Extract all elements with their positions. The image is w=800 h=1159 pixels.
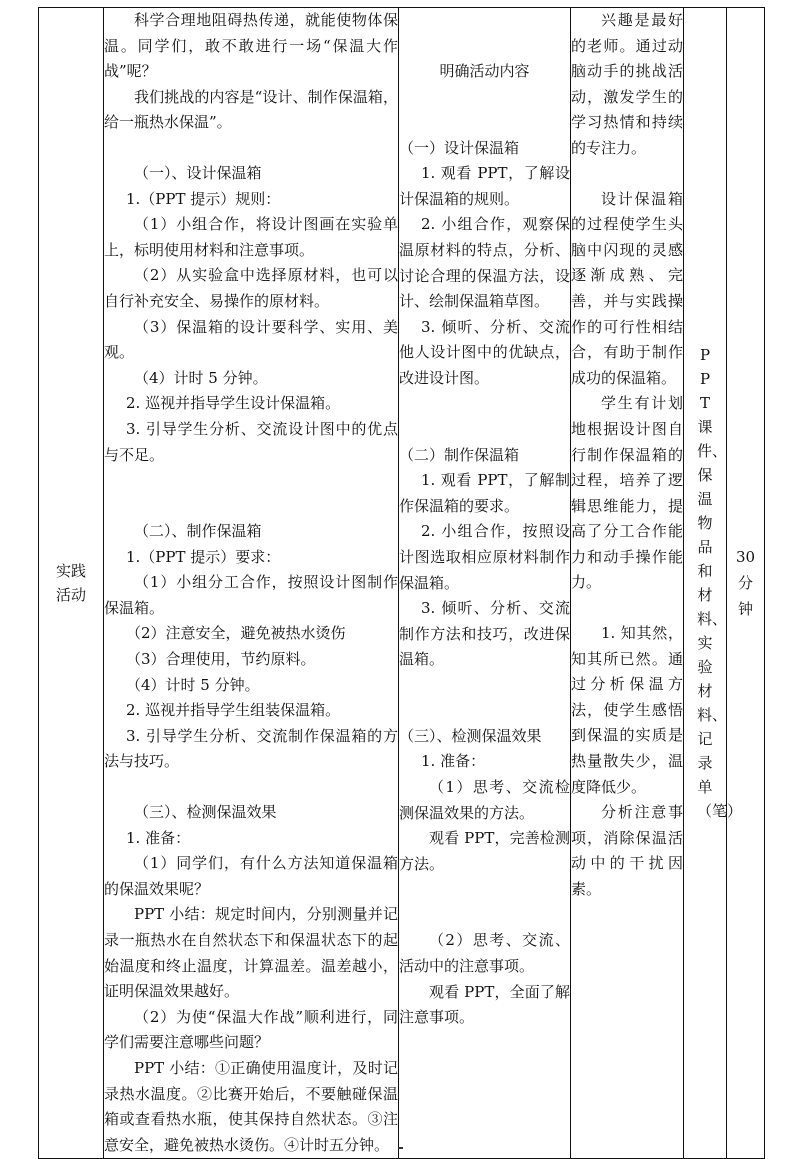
teacher-part2-item: （3）合理使用，节约原料。 [126,650,316,669]
teacher-part1-item: 1.（PPT 提示）规则： [126,189,281,208]
lesson-plan-table [38,7,765,1159]
teacher-part2-item: 2. 巡视并指导学生组装保温箱。 [126,701,341,720]
student-part1-item: 1. 观看 PPT，了解设计保温箱的规则。 [399,164,570,208]
teacher-part2-item: （1）小组分工合作，按照设计图制作保温箱。 [104,573,398,617]
student-part1-item: 3. 倾听、分析、交流他人设计图中的优缺点，改进设计图。 [399,317,570,387]
resources-text: PPT课件、保温物品和材料、实验材料、记录单（笔） [697,346,743,821]
resources-cell [684,8,743,1159]
teacher-part3-item: PPT 小结：①正确使用温度计，及时记录热水温度。②比赛开始后，不要触碰保温箱或查看热水瓶，使其保持自然状态。③注意安全，避免被热水烫伤。④计时五分钟。 [104,1058,398,1154]
design-note: 分析注意事项，消除保温活动中的干扰因素。 [571,803,683,898]
teacher-part1-item: （1）小组合作，将设计图画在实验单上，标明使用材料和注意事项。 [104,215,398,259]
teacher-part2-item: 1.（PPT 提示）要求： [126,547,281,566]
teacher-part3-item: PPT 小结：规定时间内，分别测量并记录一瓶热水在自然状态下和保温状态下的起始温度和终止温度，计算温差。温差越小，证明保温效果越好。 [104,905,398,1001]
section-label: 实践活动 [55,561,86,604]
student-part1-heading: （一）设计保温箱 [399,138,520,157]
student-part2-item: 1. 观看 PPT，了解制作保温箱的要求。 [399,471,570,515]
teacher-intro-2: 我们挑战的内容是“设计、制作保温箱，给一瓶热水保温”。 [104,87,398,132]
student-intro: 明确活动内容 [439,62,530,80]
teacher-part2-item: （4）计时 5 分钟。 [126,675,260,694]
design-intent-cell [571,8,684,1159]
design-note: 设计保温箱的过程使学生头脑中闪现的灵感逐渐成熟、完善，并与实践操作的可行性相结合，有助于制作成功的保温箱。 [571,189,683,387]
teacher-part3-heading: （三）、检测保温效果 [134,803,277,822]
teacher-part2-item: （2）注意安全，避免被热水烫伤 [126,624,346,643]
student-part3-item: （1）思考、交流检测保温效果的方法。 [399,778,570,822]
student-part3-item: 1. 准备： [421,752,486,771]
student-part2-item: 2. 小组合作，按照设计图选取相应原材料制作保温箱。 [399,522,570,592]
activity-row [39,8,765,1159]
page-marker [398,1147,403,1149]
teacher-intro-1: 科学合理地阻碍热传递，就能使物体保温。同学们，敢不敢进行一场“保温大作战”呢？ [104,11,398,81]
teacher-part1-heading: （一）、设计保温箱 [134,163,262,182]
teacher-part3-item: 1. 准备： [126,828,191,847]
teacher-part1-item: 2. 巡视并指导学生设计保温箱。 [126,394,341,413]
teacher-activity-cell [104,8,399,1159]
teacher-part3-item: （2）为使“保温大作战”顺利进行，同学们需要注意哪些问题？ [104,1007,398,1052]
student-part3-item: 观看 PPT，全面了解注意事项。 [399,982,570,1027]
teacher-part1-item: 3. 引导学生分析、交流设计图中的优点与不足。 [104,419,398,464]
student-part3-heading: （三）、检测保温效果 [399,726,542,745]
student-part2-heading: （二）制作保温箱 [399,445,520,464]
teacher-part1-item: （2）从实验盒中选择原材料，也可以自行补充安全、易操作的原材料。 [104,266,398,310]
teacher-part2-heading: （二）、制作保温箱 [134,522,262,541]
design-note: 学生有计划地根据设计图自行制作保温箱的过程，培养了逻辑思维能力，提高了分工合作能力和动手操作能力。 [571,394,683,592]
time-text: 30分钟 [735,548,756,619]
design-note: 兴趣是最好的老师。通过动脑动手的挑战活动，激发学生的学习热情和持续的专注力。 [571,11,683,157]
student-part1-item: 2. 小组合作，观察保温原材料的特点，分析、讨论合理的保温方法，设计、绘制保温箱草图。 [399,215,570,311]
teacher-part1-item: （3）保温箱的设计要科学、实用、美观。 [104,317,398,362]
section-label-cell [39,8,104,1159]
student-part3-item: （2）思考、交流、活动中的注意事项。 [399,931,570,976]
teacher-part3-item: （1）同学们，有什么方法知道保温箱的保温效果呢？ [104,854,398,898]
time-cell [727,8,765,1159]
design-note: 1. 知其然，知其所已然。通过分析保温方法，使学生感悟到保温的实质是热量散失少，温度降低少。 [571,624,683,796]
student-part3-item: 观看 PPT，完善检测方法。 [399,829,570,873]
student-activity-cell [399,8,571,1159]
student-part2-item: 3. 倾听、分析、交流制作方法和技巧，改进保温箱。 [399,599,570,669]
teacher-part2-item: 3. 引导学生分析、交流制作保温箱的方法与技巧。 [104,726,398,771]
teacher-part1-item: （4）计时 5 分钟。 [134,368,268,387]
